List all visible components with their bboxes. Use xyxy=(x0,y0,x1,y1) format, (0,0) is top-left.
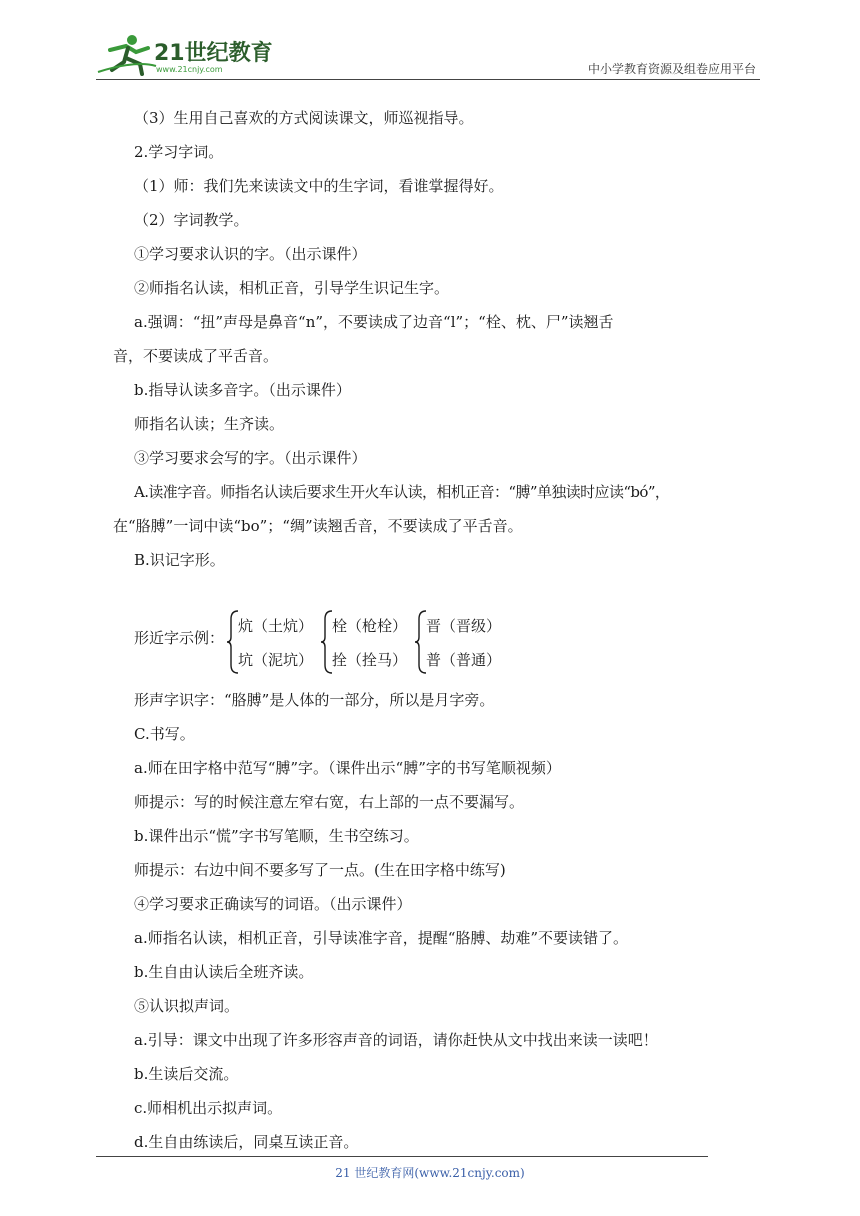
paragraph-line: 师提示：写的时候注意左窄右宽，右上部的一点不要漏写。 xyxy=(134,793,525,811)
paragraph-line: b.课件出示“慌”字书写笔顺，生书空练习。 xyxy=(134,827,419,845)
paragraph-line: 在“胳膊”一词中读“bo”；“绸”读翘舌音，不要读成了平舌音。 xyxy=(113,517,523,535)
paragraph-line: a.引导：课文中出现了许多形容声音的词语，请你赶快从文中找出来读一读吧！ xyxy=(134,1031,658,1049)
paragraph-line: a.师指名认读，相机正音，引导读准字音，提醒“胳膊、劫难”不要读错了。 xyxy=(134,929,629,947)
similar-char-item: 炕（土炕） xyxy=(238,617,314,635)
logo-url: www.21cnjy.com xyxy=(156,65,223,74)
paragraph-line: A.读准字音。师指名认读后要求生开火车认读，相机正音：“膊”单独读时应读“bó”， xyxy=(134,483,670,501)
paragraph-line: c.师相机出示拟声词。 xyxy=(134,1099,283,1117)
footer-divider xyxy=(96,1156,708,1157)
paragraph-line: （2）字词教学。 xyxy=(134,211,249,229)
paragraph-line: 形声字识字：“胳膊”是人体的一部分，所以是月字旁。 xyxy=(134,691,495,709)
paragraph-line: ②师指名认读，相机正音，引导学生识记生字。 xyxy=(134,279,450,297)
header-divider xyxy=(96,79,760,80)
paragraph-line: ⑤认识拟声词。 xyxy=(134,997,240,1015)
page-header xyxy=(96,30,756,80)
paragraph-line: 音，不要读成了平舌音。 xyxy=(113,347,279,365)
paragraph-line: b.指导认读多音字。（出示课件） xyxy=(134,381,351,399)
paragraph-line: b.生自由认读后全班齐读。 xyxy=(134,963,314,981)
paragraph-line: （3）生用自己喜欢的方式阅读课文，师巡视指导。 xyxy=(134,109,474,127)
similar-char-item: 晋（晋级） xyxy=(426,617,502,635)
paragraph-line: C.书写。 xyxy=(134,725,195,743)
document-body xyxy=(113,101,734,1159)
paragraph-line: ①学习要求认识的字。（出示课件） xyxy=(134,245,367,263)
paragraph-line: B.识记字形。 xyxy=(134,551,225,569)
paragraph-line: ④学习要求正确读写的词语。（出示课件） xyxy=(134,895,412,913)
similar-char-item: 普（普通） xyxy=(426,651,502,669)
similar-char-item: 栓（枪栓） xyxy=(332,617,408,635)
site-logo xyxy=(96,30,296,76)
runner-icon xyxy=(98,35,156,74)
paragraph-line: （1）师：我们先来读读文中的生字词，看谁掌握得好。 xyxy=(134,177,504,195)
paragraph-line: ③学习要求会写的字。（出示课件） xyxy=(134,449,367,467)
paragraph-line: d.生自由练读后，同桌互读正音。 xyxy=(134,1133,359,1151)
paragraph-line: a.强调：“扭”声母是鼻音“n”，不要读成了边音“l”；“栓、枕、尸”读翘舌 xyxy=(134,313,614,331)
similar-char-item: 拴（拴马） xyxy=(332,651,408,669)
logo-text: 21世纪教育 xyxy=(154,41,273,66)
page-footer: 21 世纪教育网(www.21cnjy.com) xyxy=(335,1166,525,1180)
similar-char-item: 坑（泥坑） xyxy=(238,651,314,669)
paragraph-line: b.生读后交流。 xyxy=(134,1065,239,1083)
paragraph-line: 师提示：右边中间不要多写了一点。(生在田字格中练写) xyxy=(134,861,506,879)
similar-chars-label: 形近字示例： xyxy=(134,629,225,647)
paragraph-line: a.师在田字格中范写“膊”字。（课件出示“膊”字的书写笔顺视频） xyxy=(134,759,561,777)
similar-characters-chart xyxy=(134,607,734,681)
platform-name: 中小学教育资源及组卷应用平台 xyxy=(587,62,756,76)
paragraph-line: 师指名认读；生齐读。 xyxy=(134,415,285,433)
section-heading: 2.学习字词。 xyxy=(134,143,224,161)
